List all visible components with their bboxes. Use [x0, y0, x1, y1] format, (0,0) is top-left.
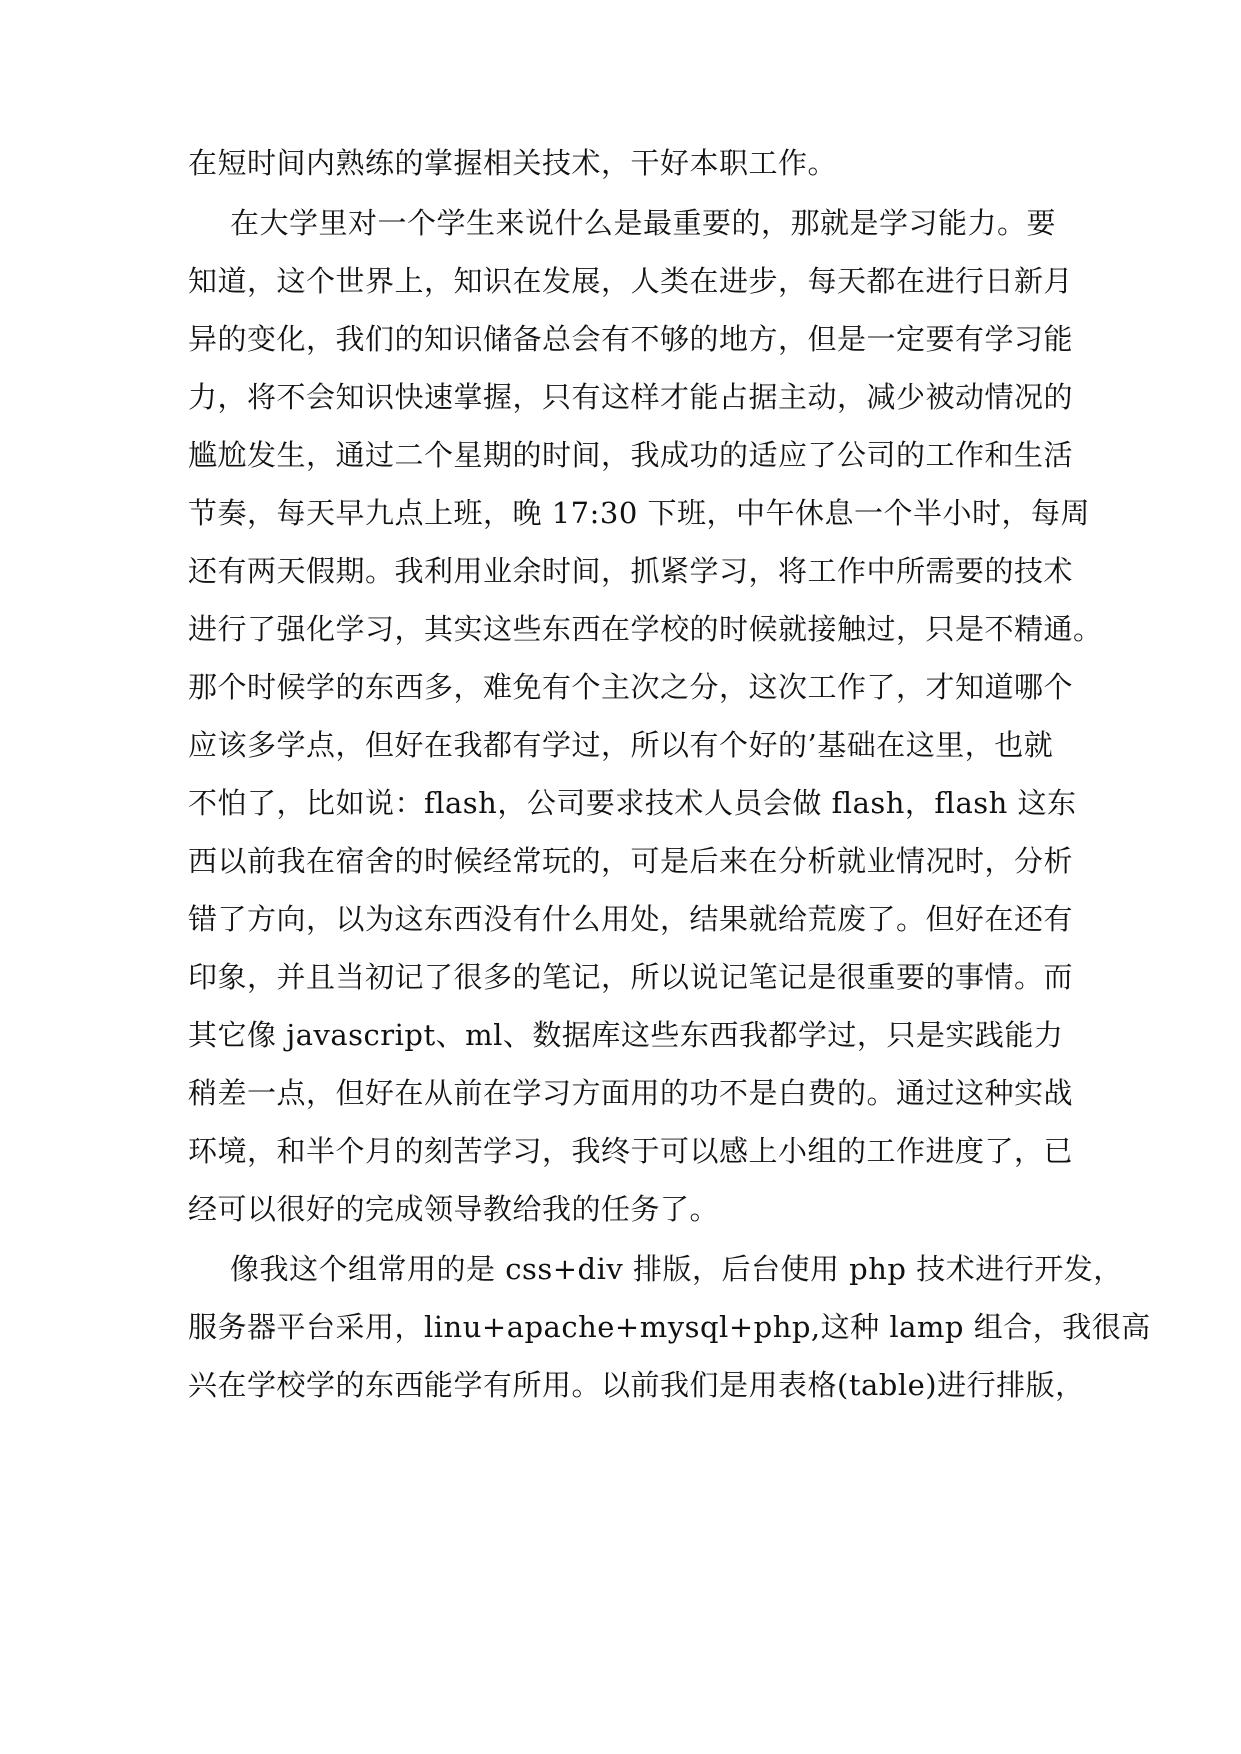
text-line: 西以前我在宿舍的时候经常玩的，可是后来在分析就业情况时，分析: [188, 844, 1074, 878]
text-line: 还有两天假期。我利用业余时间，抓紧学习，将工作中所需要的技术: [188, 554, 1074, 588]
text-line: 其它像 javascript、ml、数据库这些东西我都学过，只是实践能力: [188, 1018, 1064, 1052]
text-line: 力，将不会知识快速掌握，只有这样才能占据主动，减少被动情况的: [188, 380, 1074, 414]
text-line: 服务器平台采用，linu+apache+mysql+php,这种 lamp 组合，我很高: [188, 1310, 1151, 1344]
text-line: 尴尬发生，通过二个星期的时间，我成功的适应了公司的工作和生活: [188, 438, 1074, 472]
text-line: 印象，并且当初记了很多的笔记，所以说记笔记是很重要的事情。而: [188, 960, 1074, 994]
text-line: 节奏，每天早九点上班，晚 17:30 下班，中午休息一个半小时，每周: [188, 496, 1091, 530]
text-line: 不怕了，比如说：flash，公司要求技术人员会做 flash，flash 这东: [188, 786, 1077, 820]
paragraph-start-line: 像我这个组常用的是 css+div 排版，后台使用 php 技术进行开发，: [230, 1252, 1123, 1286]
text-line: 知道，这个世界上，知识在发展，人类在进步，每天都在进行日新月: [188, 264, 1074, 298]
text-line: 在短时间内熟练的掌握相关技术，干好本职工作。: [188, 146, 838, 180]
text-line: 稍差一点，但好在从前在学习方面用的功不是白费的。通过这种实战: [188, 1076, 1074, 1110]
text-line: 那个时候学的东西多，难免有个主次之分，这次工作了，才知道哪个: [188, 670, 1074, 704]
text-line: 环境，和半个月的刻苦学习，我终于可以感上小组的工作进度了，已: [188, 1134, 1074, 1168]
text-line: 经可以很好的完成领导教给我的任务了。: [188, 1192, 720, 1226]
text-line: 错了方向，以为这东西没有什么用处，结果就给荒废了。但好在还有: [188, 902, 1074, 936]
text-line: 应该多学点，但好在我都有学过，所以有个好的’基础在这里，也就: [188, 728, 1054, 762]
text-line: 进行了强化学习，其实这些东西在学校的时候就接触过，只是不精通。: [188, 612, 1103, 646]
text-line: 异的变化，我们的知识储备总会有不够的地方，但是一定要有学习能: [188, 322, 1074, 356]
text-line: 兴在学校学的东西能学有所用。以前我们是用表格(table)进行排版，: [188, 1368, 1085, 1402]
paragraph-start-line: 在大学里对一个学生来说什么是最重要的，那就是学习能力。要: [230, 206, 1057, 240]
